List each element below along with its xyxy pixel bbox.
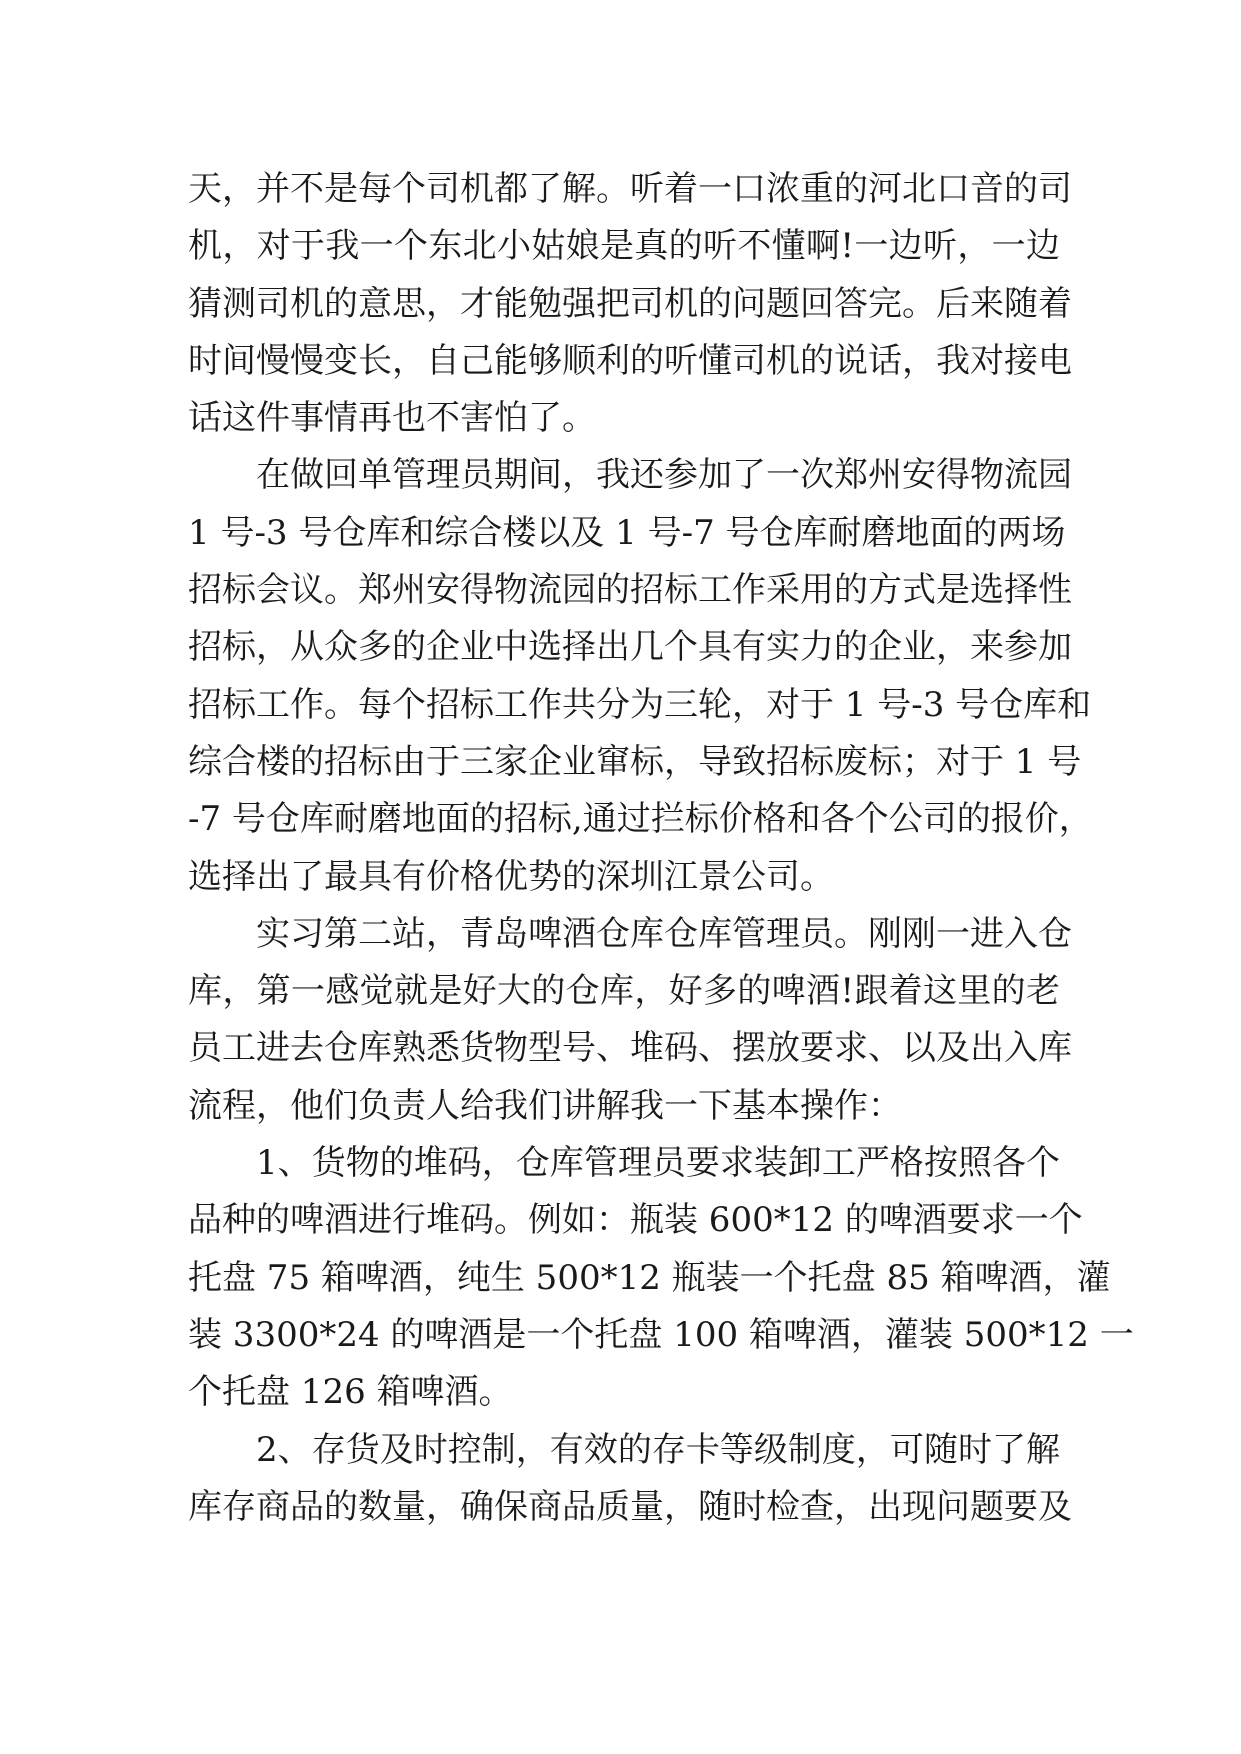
text-line: 招标工作。每个招标工作共分为三轮，对于 1 号-3 号仓库和 [188, 684, 1092, 725]
text-line: 2、存货及时控制，有效的存卡等级制度，可随时了解 [188, 1429, 1060, 1470]
text-line: 话这件事情再也不害怕了。 [188, 398, 596, 439]
text-line: 库存商品的数量，确保商品质量，随时检查，出现问题要及 [188, 1486, 1072, 1527]
text-line: 天，并不是每个司机都了解。听着一口浓重的河北口音的司 [188, 169, 1072, 209]
text-line: 装 3300*24 的啤酒是一个托盘 100 箱啤酒，灌装 500*12 一 [188, 1314, 1134, 1355]
text-line: -7 号仓库耐磨地面的招标,通过拦标价格和各个公司的报价， [188, 799, 1093, 840]
text-line: 机，对于我一个东北小姑娘是真的听不懂啊!一边听，一边 [188, 226, 1060, 267]
text-line: 猜测司机的意思，才能勉强把司机的问题回答完。后来随着 [188, 283, 1072, 324]
text-line: 招标会议。郑州安得物流园的招标工作采用的方式是选择性 [188, 570, 1072, 611]
text-line: 托盘 75 箱啤酒，纯生 500*12 瓶装一个托盘 85 箱啤酒，灌 [188, 1257, 1111, 1298]
text-line: 实习第二站，青岛啤酒仓库仓库管理员。刚刚一进入仓 [188, 913, 1072, 954]
text-line: 时间慢慢变长，自己能够顺利的听懂司机的说话，我对接电 [188, 340, 1072, 381]
text-line: 1 号-3 号仓库和综合楼以及 1 号-7 号仓库耐磨地面的两场 [188, 512, 1066, 553]
text-line: 招标，从众多的企业中选择出几个具有实力的企业，来参加 [188, 627, 1072, 668]
text-line: 选择出了最具有价格优势的深圳江景公司。 [188, 856, 834, 897]
paragraph-4 [188, 1135, 1134, 1421]
paragraph-3 [188, 906, 1072, 1135]
text-line: 流程，他们负责人给我们讲解我一下基本操作： [188, 1085, 902, 1126]
text-line: 综合楼的招标由于三家企业窜标，导致招标废标；对于 1 号 [188, 741, 1082, 782]
text-line: 个托盘 126 箱啤酒。 [188, 1372, 513, 1413]
text-line: 库，第一感觉就是好大的仓库，好多的啤酒!跟着这里的老 [188, 971, 1060, 1012]
paragraph-2 [188, 447, 1093, 905]
paragraph-5 [188, 1422, 1072, 1537]
text-line: 在做回单管理员期间，我还参加了一次郑州安得物流园 [188, 455, 1072, 496]
text-line: 品种的啤酒进行堆码。例如：瓶装 600*12 的啤酒要求一个 [188, 1200, 1083, 1241]
text-line: 1、货物的堆码，仓库管理员要求装卸工严格按照各个 [188, 1143, 1060, 1184]
paragraph-1 [188, 161, 1072, 447]
body-text [188, 161, 1134, 1536]
text-line: 员工进去仓库熟悉货物型号、堆码、摆放要求、以及出入库 [188, 1028, 1072, 1069]
